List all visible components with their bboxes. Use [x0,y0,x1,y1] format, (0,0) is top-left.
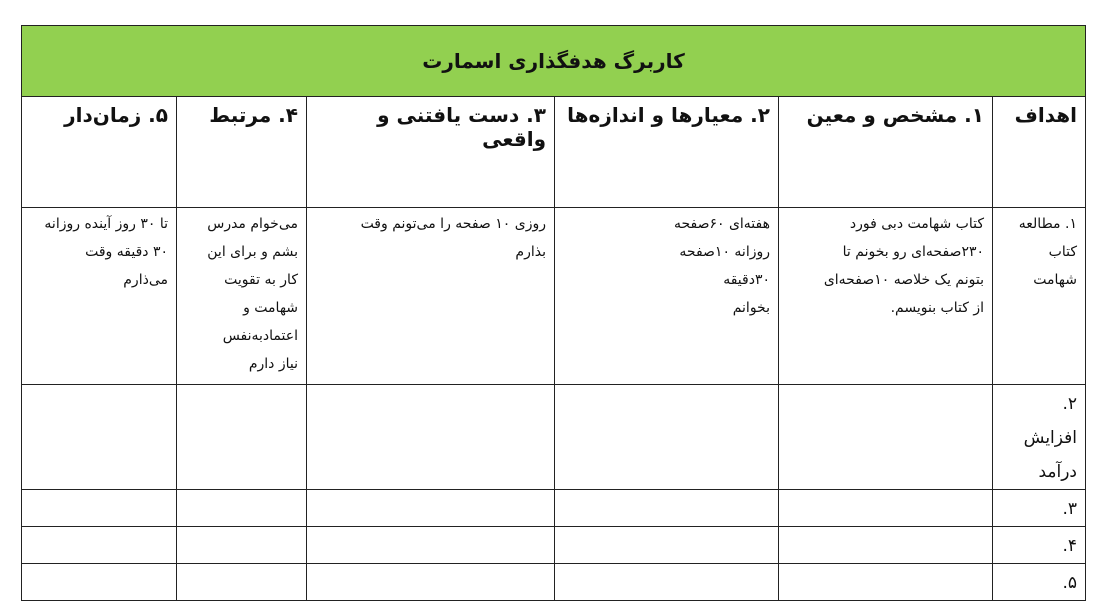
cell-line: افزایش [1023,428,1077,448]
cell-line: روزی ۱۰ صفحه را می‌تونم وقت [360,216,546,232]
header-specific: ۱. مشخص و معین [779,97,993,208]
cell-line: کتاب [1048,244,1077,260]
table-row [22,564,1086,601]
goal-cell: ۴. [993,527,1086,564]
timebound-cell [22,490,177,527]
header-measurable: ۲. معیارها و اندازه‌ها [555,97,779,208]
relevant-cell [177,527,307,564]
achievable-cell [307,208,555,385]
cell-line: از کتاب بنویسم. [890,300,984,316]
goal-cell [993,385,1086,490]
timebound-cell [22,208,177,385]
measurable-cell [555,385,779,490]
measurable-cell [555,564,779,601]
header-relevant: ۴. مرتبط [177,97,307,208]
cell-line: بخوانم [732,300,770,316]
cell-line: ۲. [1062,394,1077,414]
smart-table [21,25,1086,601]
cell-line: تا ۳۰ روز آینده روزانه [44,216,168,232]
cell-line: درآمد [1038,462,1077,482]
achievable-cell [307,385,555,490]
worksheet-title: کاربرگ هدفگذاری اسمارت [22,26,1086,97]
cell-line: ۳۰دقیقه [723,272,770,288]
cell-line: بتونم یک خلاصه ۱۰صفحه‌ای [823,272,984,288]
timebound-cell [22,385,177,490]
cell-line: هفته‌ای ۶۰صفحه [673,216,770,232]
achievable-cell [307,527,555,564]
relevant-cell [177,385,307,490]
measurable-cell [555,527,779,564]
cell-line: بشم و برای این [207,244,298,260]
cell-line: اعتمادبه‌نفس [222,328,298,344]
table-row [22,527,1086,564]
relevant-cell [177,490,307,527]
header-timebound: ۵. زمان‌دار [22,97,177,208]
specific-cell [779,527,993,564]
specific-cell [779,564,993,601]
cell-line: نیاز دارم [248,356,298,372]
specific-cell [779,490,993,527]
cell-line: شهامت و [243,300,298,316]
table-row [22,490,1086,527]
cell-line: کار به تقویت [224,272,298,288]
cell-line: ۳۰ دقیقه وقت [85,244,168,260]
cell-line: ۲۳۰صفحه‌ای رو بخونم تا [842,244,984,260]
cell-line: ۱. مطالعه [1018,216,1077,232]
cell-line: بذارم [515,244,546,260]
header-achievable: ۳. دست یافتنی و واقعی [307,97,555,208]
relevant-cell [177,208,307,385]
goal-cell [993,208,1086,385]
cell-line: روزانه ۱۰صفحه [679,244,770,260]
measurable-cell [555,490,779,527]
table-row [22,208,1086,385]
measurable-cell [555,208,779,385]
relevant-cell [177,564,307,601]
goal-cell: ۵. [993,564,1086,601]
achievable-cell [307,490,555,527]
smart-goal-worksheet [21,25,1085,601]
cell-line: می‌ذارم [123,272,168,288]
timebound-cell [22,564,177,601]
goal-cell: ۳. [993,490,1086,527]
specific-cell [779,385,993,490]
achievable-cell [307,564,555,601]
header-goals: اهداف [993,97,1086,208]
cell-line: شهامت [1033,272,1077,288]
table-row [22,385,1086,490]
cell-line: کتاب شهامت دبی فورد [849,216,984,232]
specific-cell [779,208,993,385]
timebound-cell [22,527,177,564]
cell-line: می‌خوام مدرس [207,216,298,232]
